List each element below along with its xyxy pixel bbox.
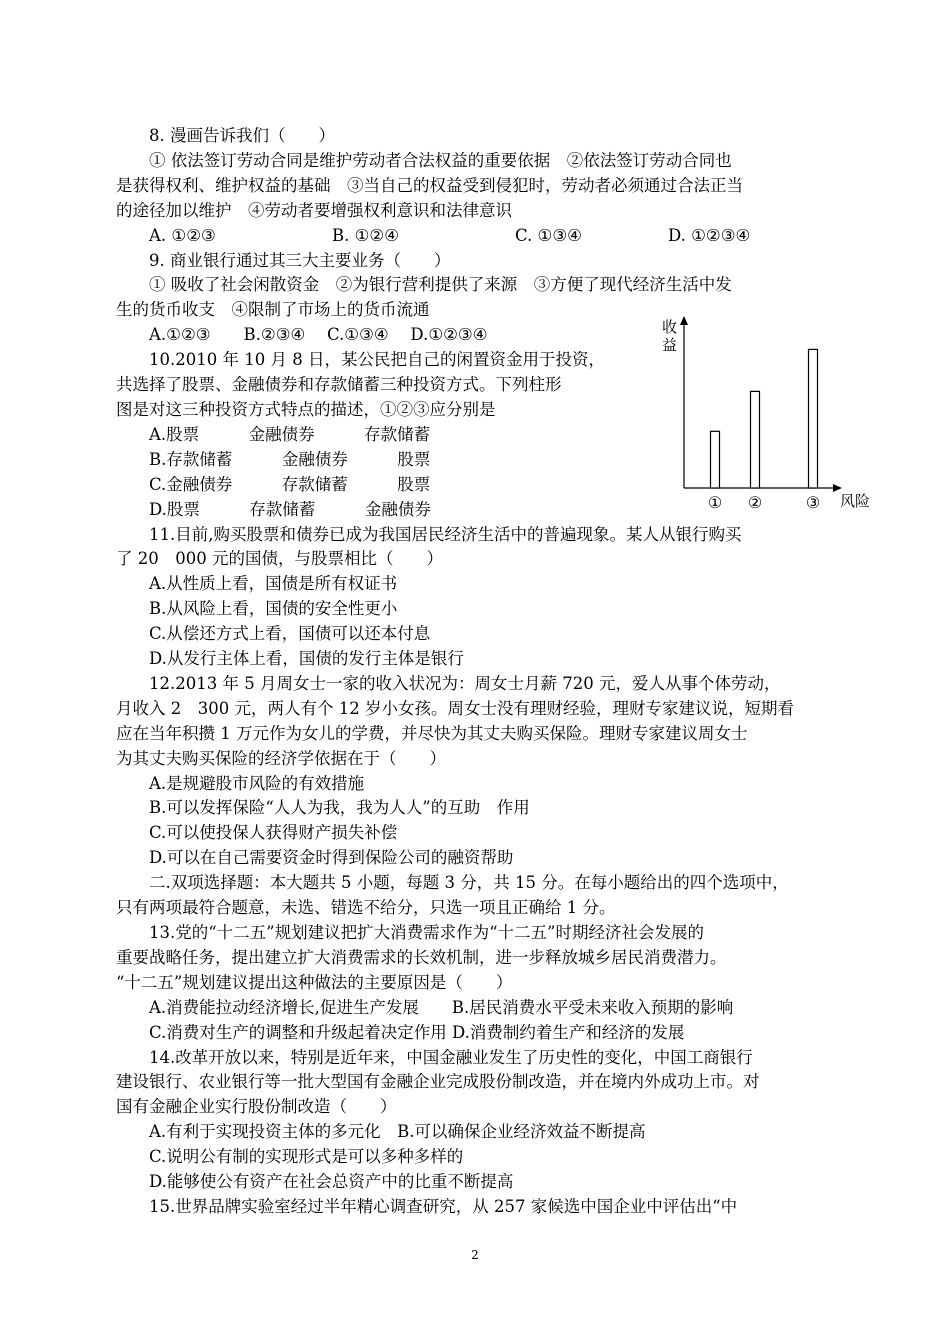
y-axis-label: 收益 — [662, 318, 678, 354]
q10-option-d: D.股票 存款储蓄 金融债券 — [149, 499, 431, 519]
q8-options — [116, 224, 842, 249]
q11-option-d: D.从发行主体上看，国债的发行主体是银行 — [149, 649, 464, 669]
q8-line: ① 依法签订劳动合同是维护劳动者合法权益的重要依据 ②依法签订劳动合同也 — [149, 150, 732, 170]
q12-line: 为其丈夫购买保险的经济学依据在于（ ） — [116, 748, 446, 768]
q10-option-b: B.存款储蓄 金融债券 股票 — [149, 449, 431, 469]
q11-option-c: C.从偿还方式上看，国债可以还本付息 — [149, 624, 431, 644]
q13-options: C.消费对生产的调整和升级起着决定作用 D.消费制约着生产和经济的发展 — [149, 1022, 685, 1042]
q8-option-b: B. ①②④ — [332, 225, 399, 245]
q11-line: 11.目前,购买股票和债券已成为我国居民经济生活中的普遍现象。某人从银行购买 — [149, 524, 742, 544]
q12-option-c: C.可以使投保人获得财产损失补偿 — [149, 823, 398, 843]
q8-option-a: A. ①②③ — [149, 225, 216, 245]
q8-stem: 8. 漫画告诉我们（ ） — [149, 126, 335, 145]
section2-heading: 只有两项最符合题意，未选、错选不给分，只选一项且正确给 1 分。 — [116, 898, 616, 918]
q9-options: A.①②③ B.②③④ C.①③④ D.①②③④ — [149, 325, 488, 345]
q13-line: 重要战略任务，提出建立扩大消费需求的长效机制，进一步释放城乡居民消费潜力。 — [116, 947, 727, 967]
q10-option-a: A.股票 金融债券 存款储蓄 — [149, 424, 431, 444]
q11-line: 了 20 000 元的国债，与股票相比（ ） — [116, 549, 443, 569]
q8-option-c: C. ①③④ — [515, 225, 582, 245]
q13-line: 13.党的“十二五”规划建议把扩大消费需求作为“十二五”时期经济社会发展的 — [149, 923, 704, 942]
bar-3 — [809, 349, 818, 488]
x-tick-label: ③ — [805, 493, 821, 512]
x-tick-label: ① — [707, 493, 723, 512]
q14-option-c: C.说明公有制的实现形式是可以多种多样的 — [149, 1147, 464, 1167]
q14-option-d: D.能够使公有资产在社会总资产中的比重不断提高 — [149, 1172, 514, 1192]
q10-line: 10.2010 年 10 月 8 日，某公民把自己的闲置资金用于投资， — [149, 350, 605, 370]
bar-chart-svg — [660, 318, 870, 518]
x-axis-label: 风险 — [840, 492, 871, 510]
document-page — [116, 124, 842, 1220]
q14-line: 14.改革开放以来，特别是近年来，中国金融业发生了历史性的变化，中国工商银行 — [149, 1047, 753, 1067]
q12-line: 12.2013 年 5 月周女士一家的收入状况为：周女士月薪 720 元，爱人从事个体劳动， — [149, 673, 781, 693]
q14-options: A.有利于实现投资主体的多元化 B.可以确保企业经济效益不断提高 — [149, 1122, 646, 1142]
q10-option-c: C.金融债券 存款储蓄 股票 — [149, 474, 431, 494]
q10-line: 图是对这三种投资方式特点的描述，①②③应分别是 — [116, 399, 496, 419]
q8-option-d: D. ①②③④ — [668, 225, 751, 245]
q11-option-a: A.从性质上看，国债是所有权证书 — [149, 574, 398, 594]
q15-line: 15.世界品牌实验室经过半年精心调查研究，从 257 家候选中国企业中评估出“中 — [149, 1196, 738, 1216]
q8-line: 是获得权利、维护权益的基础 ③当自己的权益受到侵犯时，劳动者必须通过合法正当 — [116, 175, 743, 195]
q11-option-b: B.从风险上看，国债的安全性更小 — [149, 599, 398, 619]
bar-2 — [751, 391, 760, 488]
q9-line: 生的货币收支 ④限制了市场上的货币流通 — [116, 300, 430, 320]
q12-line: 应在当年积攒 1 万元作为女儿的学费，并尽快为其丈夫购买保险。理财专家建议周女士 — [116, 723, 748, 743]
q12-option-a: A.是规避股市风险的有效措施 — [149, 773, 365, 793]
section2-heading: 二.双项选择题：本大题共 5 小题，每题 3 分，共 15 分。在每小题给出的四个选项中， — [149, 873, 789, 893]
page-number: 2 — [471, 1248, 479, 1262]
q12-option-d: D.可以在自己需要资金时得到保险公司的融资帮助 — [149, 848, 514, 868]
q12-option-b: B.可以发挥保险“人人为我，我为人人”的互助 作用 — [149, 798, 530, 818]
q8-line: 的途径加以维护 ④劳动者要增强权利意识和法律意识 — [116, 200, 512, 220]
q10-bar-chart — [660, 318, 870, 518]
q13-options: A.消费能拉动经济增长,促进生产发展 B.居民消费水平受未来收入预期的影响 — [149, 997, 734, 1017]
q14-line: 建设银行、农业银行等一批大型国有金融企业完成股份制改造，并在境内外成功上市。对 — [116, 1072, 760, 1092]
q12-line: 月收入 2 300 元，两人有个 12 岁小女孩。周女士没有理财经验，理财专家建议说，短期看 — [116, 698, 794, 718]
q13-line: “十二五”规划建议提出这种做法的主要原因是（ ） — [116, 972, 513, 992]
q10-line: 共选择了股票、金融债券和存款储蓄三种投资方式。下列柱形 — [116, 375, 562, 395]
x-tick-label: ② — [747, 493, 763, 512]
q9-stem: 9. 商业银行通过其三大主要业务（ ） — [149, 250, 451, 270]
bar-1 — [711, 431, 720, 488]
q9-line: ① 吸收了社会闲散资金 ②为银行营利提供了来源 ③方便了现代经济生活中发 — [149, 275, 732, 295]
q14-line: 国有金融企业实行股份制改造（ ） — [116, 1097, 397, 1117]
